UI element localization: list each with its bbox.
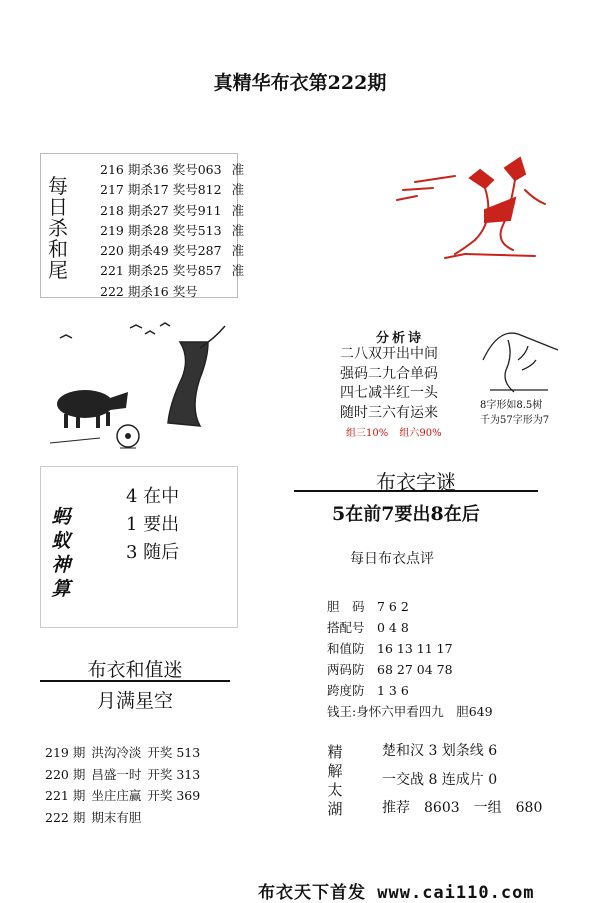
result-cell: 开奖 369: [147, 788, 201, 803]
list-item: 两码防 68 27 04 78: [327, 662, 453, 677]
vertical-char: 每: [48, 174, 68, 198]
list-item: [100, 261, 244, 281]
analysis-poem-title: 分析诗: [375, 331, 424, 346]
sum-riddle-answer: 月满星空: [96, 690, 173, 712]
table-row: [45, 785, 206, 807]
row-text: 220 期杀49 奖号287: [100, 243, 222, 259]
kill-tail-vertical-label: [47, 176, 69, 281]
list-item: [100, 201, 244, 221]
group-percent-note: 组三10% 组六90%: [346, 428, 442, 439]
vertical-char: 湖: [327, 800, 343, 818]
jingjie-line: 推荐 8603 一组 680: [382, 800, 543, 816]
footer-text: 布衣天下首发: [258, 883, 366, 903]
answer-text: 在后: [443, 504, 480, 525]
period-cell: 219 期: [45, 745, 86, 760]
kill-tail-list: [100, 160, 244, 302]
footer: [258, 878, 535, 903]
ant-line: 4 在中: [126, 486, 180, 507]
list-item: 跨度防 1 3 6: [327, 683, 409, 698]
image-caption: [480, 398, 549, 428]
phrase-cell: 坐庄庄赢: [91, 788, 142, 803]
accurate-mark: 准: [231, 182, 245, 198]
row-text: 217 期杀17 奖号812: [100, 182, 222, 198]
list-item: 胆 码 7 6 2: [327, 599, 409, 614]
vertical-char: 尾: [48, 258, 68, 282]
poem-line: 随时三六有运来: [340, 404, 438, 421]
result-cell: 开奖 513: [147, 745, 201, 760]
answer-text: 要出: [394, 504, 431, 525]
accurate-mark: 准: [231, 222, 245, 238]
vertical-char: 日: [48, 195, 68, 219]
answer-digit: 7: [381, 503, 395, 525]
accurate-mark: 准: [231, 263, 245, 279]
jingjie-lines: [382, 737, 542, 823]
ant-line: 1 要出: [126, 514, 180, 535]
daily-comment-title: 每日布衣点评: [350, 551, 434, 567]
row-text: 222 期杀16 奖号: [100, 283, 198, 299]
vertical-char: 精: [327, 743, 343, 761]
phrase-cell: 昌盛一时: [91, 766, 142, 782]
result-cell: [147, 807, 206, 829]
accurate-mark: 准: [231, 243, 245, 259]
vertical-char: 蚂: [51, 506, 71, 528]
jingjie-line: 楚和汉 3 划条线 6: [382, 743, 498, 759]
accurate-mark: 准: [231, 162, 245, 177]
page-title: 真精华布衣第222期: [213, 72, 387, 94]
period-table: [45, 742, 206, 828]
mountain-sketch-illustration: [478, 320, 563, 398]
list-item: 搭配号 0 4 8: [327, 620, 409, 635]
divider: [294, 490, 538, 492]
caption-line: 千为57字形为7: [480, 415, 550, 426]
answer-text: 在前: [345, 504, 382, 525]
list-item: [100, 160, 244, 180]
poem-line: 强码二九合单码: [340, 365, 438, 382]
ant-calc-lines: [126, 483, 179, 567]
accurate-mark: 准: [231, 202, 245, 218]
boar-tree-illustration: [40, 318, 240, 453]
ant-line: 3 随后: [126, 542, 180, 563]
row-text: 219 期杀28 奖号513: [100, 222, 222, 238]
list-item: [100, 282, 244, 302]
vertical-char: 解: [327, 762, 343, 780]
answer-digit: 8: [430, 503, 444, 525]
table-row: [45, 807, 206, 829]
period-cell: 221 期: [45, 788, 86, 803]
ant-calc-vertical-label: [50, 505, 72, 601]
poem-line: 二八双开出中间: [340, 346, 438, 362]
vertical-char: 杀: [48, 216, 68, 240]
table-row: [45, 742, 206, 764]
vertical-char: 太: [327, 781, 343, 799]
cloth-riddle-answer: [332, 500, 480, 526]
jingjie-vertical-label: [325, 743, 345, 819]
phrase-cell: 期末有胆: [91, 809, 142, 825]
list-item: [100, 180, 244, 200]
row-text: 221 期杀25 奖号857: [100, 263, 222, 279]
table-row: [45, 764, 206, 786]
divider: [40, 680, 230, 682]
list-item: [100, 221, 244, 241]
vertical-char: 神: [51, 554, 71, 576]
sum-riddle-title: 布衣和值迷: [87, 659, 183, 681]
result-cell: 开奖 313: [147, 766, 201, 782]
daily-comment-list: [327, 596, 493, 722]
cloth-riddle-title: 布衣字谜: [376, 470, 456, 494]
footer-url[interactable]: www.cai110.com: [377, 883, 535, 903]
row-text: 216 期杀36 奖号063: [100, 162, 222, 177]
answer-digit: 5: [332, 503, 346, 525]
list-item: 钱王:身怀六甲看四九 胆649: [327, 704, 493, 719]
phrase-cell: 洪沟冷淡: [91, 745, 142, 760]
vertical-char: 蚁: [51, 530, 71, 552]
period-cell: 220 期: [45, 766, 86, 782]
row-text: 218 期杀27 奖号911: [100, 202, 222, 218]
red-sketch-illustration: [385, 150, 555, 270]
jingjie-line: 一交战 8 连成片 0: [382, 771, 498, 788]
list-item: [100, 241, 244, 261]
period-cell: 222 期: [45, 809, 86, 825]
vertical-char: 算: [51, 578, 71, 600]
vertical-char: 和: [48, 237, 68, 261]
list-item: 和值防 16 13 11 17: [327, 641, 453, 656]
analysis-poem: [340, 345, 438, 423]
poem-line: 四七减半红一头: [340, 385, 438, 401]
caption-line: 8字形如8.5树: [480, 400, 543, 411]
